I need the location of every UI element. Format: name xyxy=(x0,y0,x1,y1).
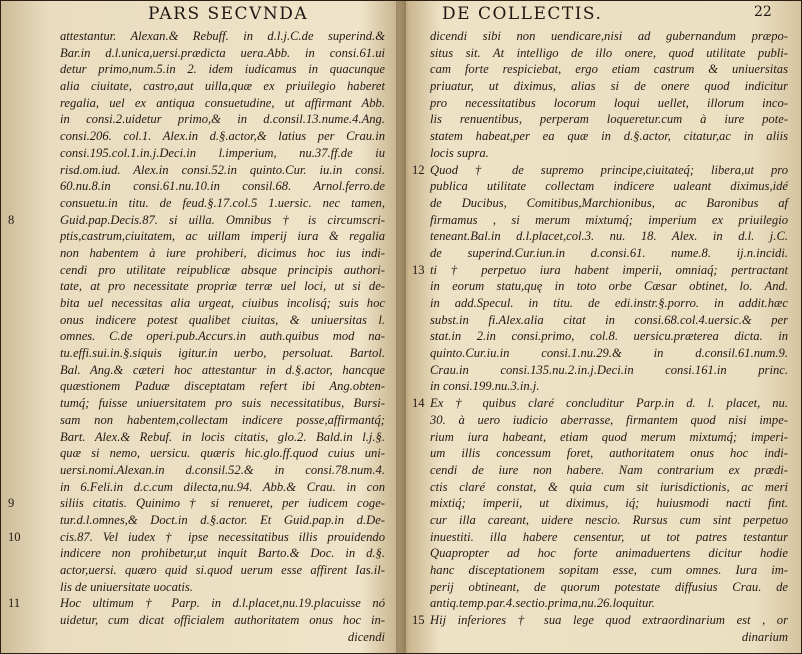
line-text: statem habeat,per ea quæ in d.§.actor, citatur,ac in aliis xyxy=(430,129,788,144)
line-text: in eorum statu,quę in toto orbe Cæsar obtinet, lo. And. xyxy=(430,279,788,294)
line-text: bita uel necessitas alia urgeat, ciuibus incolisq́; suis hoc xyxy=(60,296,385,310)
line-text: quæ si nemo, uersicu. quæris hic.glo.ff.quod cuius uni- xyxy=(60,446,385,461)
text-line xyxy=(8,262,388,279)
line-text: ti † perpetuo iura habent imperii, omniaq́; pertractant xyxy=(430,262,788,277)
text-line xyxy=(8,562,388,579)
line-text: quinto.Cur.iu.in consi.1.nu.29.& in d.consil.61.num.9. xyxy=(430,346,788,361)
line-text: tur.d.l.omnes,& Doct.in d.§.actor. Et Guid.pap.in d.De- xyxy=(60,512,385,527)
line-text: consi.195.col.1.in.j.Deci.in l.imperium, nu.37.ff.de iu xyxy=(60,145,385,160)
line-text: priuatur, ut diximus, alias si de onere quod indicitur xyxy=(430,79,788,94)
line-text: sam non habentem,collectam indicere posse,affirmantq́; xyxy=(60,412,385,427)
line-text: attestantur. Alexan.& Rebuff. in d.l.j.C.de superind.& xyxy=(60,29,385,43)
marginal-number: 9 xyxy=(8,496,15,511)
text-line xyxy=(8,629,388,646)
text-line xyxy=(8,328,388,345)
line-text: ctis claré constat, & quia cum sit iurisdictionis, ac meri xyxy=(430,479,788,494)
text-line xyxy=(412,479,792,496)
line-text: locis supra. xyxy=(430,145,489,160)
line-text: lis renuentibus, perperam loqueretur.cum à iure pote- xyxy=(430,112,788,127)
text-line xyxy=(8,312,388,329)
text-line xyxy=(8,595,388,612)
text-line xyxy=(8,245,388,262)
line-text: cur illa careant, uidere nescio. Rursus cum sint perpetuo xyxy=(430,512,788,527)
text-line xyxy=(8,612,388,629)
line-text: in add.Specul. in titu. de edi.instr.§.porro. in addit.hæc xyxy=(430,296,788,310)
text-line xyxy=(8,462,388,479)
text-line xyxy=(8,378,388,395)
text-line xyxy=(8,362,388,379)
marginal-number: 8 xyxy=(8,212,15,227)
text-line xyxy=(8,228,388,245)
page-number: 22 xyxy=(754,4,772,20)
text-line xyxy=(8,28,388,45)
line-text: in consi.2.uidetur primo,& in d.consil.13.nume.4.Ang. xyxy=(60,112,385,127)
text-line xyxy=(412,579,792,596)
line-text: indicere non prohibetur,ut inquit Barto.& Doc. in d.§. xyxy=(60,546,385,561)
marginal-number: 13 xyxy=(412,262,425,277)
line-text: regalia, uel ex antiqua consuetudine, ut affirmant Abb. xyxy=(60,95,385,110)
text-line xyxy=(8,95,388,112)
text-line xyxy=(8,429,388,446)
line-text: Bal. Ang.& cæteri hoc attestantur in d.§.actor, hancque xyxy=(60,362,385,377)
line-text: tate, at pro necessitate propriæ terræ uel loci, ut si de- xyxy=(60,279,385,294)
text-line xyxy=(412,312,792,329)
line-text: lis de uniuersitate uocatis. xyxy=(60,579,193,594)
line-text: cam forte respiciebat, ergo etiam castrum & uniuersitas xyxy=(430,62,788,77)
marginal-number: 15 xyxy=(412,613,425,628)
text-line xyxy=(412,412,792,429)
text-line xyxy=(412,378,792,395)
line-text: quæstionem Paduæ disceptatam refert ibi Ang.obten- xyxy=(60,379,385,394)
text-line xyxy=(412,429,792,446)
text-line xyxy=(412,562,792,579)
text-line xyxy=(412,512,792,529)
line-text: risd.om.iud. Alex.in consi.52.in quinto.Cur. iu.in consi. xyxy=(60,162,385,177)
line-text: 30. à uero iudicio aberrasse, firmantem quod nisi impe- xyxy=(430,412,788,427)
left-text-block xyxy=(8,28,388,645)
text-line xyxy=(412,262,792,279)
text-line xyxy=(8,579,388,596)
text-line xyxy=(412,162,792,179)
line-text: dicendi xyxy=(347,629,385,644)
text-line xyxy=(412,195,792,212)
line-text: hanc disceptationem sopitam esse, cum omnes. Iura im- xyxy=(430,563,788,577)
line-text: alia ciuitate, castro,aut uilla,quæ ex priuilegio haberet xyxy=(60,79,385,94)
line-text: firmamus , si merum mixtumq́; imperium ex priuilegio xyxy=(430,212,788,227)
line-text: uersi.nomi.Alexan.in d.consil.52.& in consi.78.num.4. xyxy=(60,462,385,477)
line-text: tumq́; fuisse uniuersitatem pro suis necessitatibus, Bursi- xyxy=(60,396,385,411)
text-line xyxy=(412,362,792,379)
line-text: 60.nu.8.in consi.61.nu.10.in consil.68. Arnol.ferro.de xyxy=(60,179,385,194)
line-text: cis.87. Vel iudex † ipse necessitatibus illis prouidendo xyxy=(60,529,385,544)
text-line xyxy=(412,145,792,162)
line-text: cendi de iure non habere. Nam contrarium ex prædi- xyxy=(430,462,788,477)
line-text: non habentem à iure prohiberi, dicimus hoc ius indi- xyxy=(60,245,385,260)
marginal-number: 14 xyxy=(412,396,425,411)
line-text: Ex † quibus claré concluditur Parp.in d. l. placet, nu. xyxy=(430,396,788,411)
line-text: Quapropter ad hoc forte animaduertens dicitur hodie xyxy=(430,546,788,561)
line-text: stat.in 2.in consi.primo, col.8. uersicu.præterea dicta. in xyxy=(430,329,788,344)
text-line xyxy=(8,128,388,145)
text-line xyxy=(8,195,388,212)
text-line xyxy=(412,128,792,145)
line-text: uidetur, cum dicat officialem authoritatem onus hoc in- xyxy=(60,613,385,628)
left-page xyxy=(0,0,398,654)
text-line xyxy=(412,495,792,512)
line-text: mixtiq́; imperii, ut diximus, iq́; huiusmodi nacti fint. xyxy=(430,496,788,511)
text-line xyxy=(412,61,792,78)
line-text: de Ducibus, Comitibus,Marchionibus, ac Baronibus af xyxy=(430,195,788,210)
line-text: consi.206. col.1. Alex.in d.§.actor,& latius per Crau.in xyxy=(60,129,385,144)
line-text: dicendi sibi non uendicare,nisi ad gubernandum præpo- xyxy=(430,29,788,43)
right-text-block xyxy=(412,28,792,645)
line-text: inuestiti. illa habere censentur, ut tot patres testantur xyxy=(430,529,788,544)
line-text: situs sit. At intelligo de illo onere, quod utilitate publi- xyxy=(430,45,788,60)
line-text: in consi.199.nu.3.in.j. xyxy=(430,379,540,394)
text-line xyxy=(412,28,792,45)
line-text: pro necessitatibus locorum loqui uellet, illorum inco- xyxy=(430,95,788,110)
marginal-number: 11 xyxy=(8,596,21,611)
text-line xyxy=(8,111,388,128)
text-line xyxy=(412,462,792,479)
line-text: teneant.Bal.in d.l.placet,col.3. nu. 18. Alex. in d.l. j.C. xyxy=(430,229,788,244)
text-line xyxy=(412,295,792,312)
text-line xyxy=(412,445,792,462)
line-text: detur primo,num.5.in 2. idem iudicamus in quacunque xyxy=(60,62,385,77)
text-line xyxy=(8,345,388,362)
line-text: Bar.in d.l.unica,uersi.prædicta uera.Abb. in consi.61.ui xyxy=(60,45,385,60)
line-text: Crau.in consi.135.nu.2.in.j.Deci.in consi.161.in princ. xyxy=(430,362,788,377)
line-text: Quod † de supremo principe,ciuitateq́; libera,ut pro xyxy=(430,162,788,177)
line-text: rium iura habeant, etiam quod merum mixtumq́; imperi- xyxy=(430,429,788,444)
text-line xyxy=(8,162,388,179)
text-line xyxy=(8,145,388,162)
text-line xyxy=(8,178,388,195)
text-line xyxy=(412,328,792,345)
text-line xyxy=(8,479,388,496)
line-text: um illis concessum foret, authoritatem onus hoc indi- xyxy=(430,446,788,461)
marginal-number: 10 xyxy=(8,529,21,544)
text-line xyxy=(412,78,792,95)
line-text: Hoc ultimum † Parp. in d.l.placet,nu.19.placuisse nó xyxy=(60,596,385,611)
text-line xyxy=(8,45,388,62)
text-line xyxy=(8,445,388,462)
line-text: antiq.temp.par.4.sectio.prima,nu.26.loquitur. xyxy=(430,596,655,611)
line-text: tu.effi.sui.in.§.siquis igitur.in uerbo, persoluat. Bartol. xyxy=(60,346,385,361)
line-text: dinarium xyxy=(741,629,788,644)
line-text: omnes. C.de operi.pub.Accurs.in auth.quibus mod na- xyxy=(60,329,385,344)
text-line xyxy=(412,545,792,562)
line-text: actor,uersi. quæro quid si.quod uerum esse affirent Ias.il- xyxy=(60,563,385,577)
text-line xyxy=(8,495,388,512)
text-line xyxy=(412,395,792,412)
text-line xyxy=(8,395,388,412)
text-line xyxy=(8,529,388,546)
text-line xyxy=(8,412,388,429)
text-line xyxy=(412,111,792,128)
text-line xyxy=(412,45,792,62)
line-text: Hij inferiores † sua lege quod extraordinarium est , or xyxy=(430,613,788,628)
line-text: publica utilitate collectam indicere ualeant diximus,idé xyxy=(430,179,788,194)
line-text: consuetu.in titu. de feud.§.17.col.5 1.uersic. nec tamen, xyxy=(60,195,385,210)
line-text: ptis,castrum,ciuitatem, ac uillam imperij iura & regalia xyxy=(60,229,385,244)
text-line xyxy=(412,595,792,612)
text-line xyxy=(8,61,388,78)
marginal-number: 12 xyxy=(412,162,425,177)
line-text: onus indicere potest qualibet ciuitas, & uniuersitas l. xyxy=(60,312,385,327)
line-text: perij obtineant, de quorum potestate diffusius Crau. de xyxy=(430,579,788,594)
line-text: Bart. Alex.& Rebuf. in locis citatis, glo.2. Bald.in l.j.§. xyxy=(60,429,385,444)
text-line xyxy=(412,228,792,245)
text-line xyxy=(8,512,388,529)
text-line xyxy=(412,278,792,295)
text-line xyxy=(8,545,388,562)
text-line xyxy=(412,178,792,195)
line-text: siliis citatis. Quinimo † si renueret, per iudicem coge- xyxy=(60,496,385,511)
text-line xyxy=(412,529,792,546)
line-text: Guid.pap.Decis.87. si uilla. Omnibus † is circumscri- xyxy=(60,212,385,227)
line-text: cendi pro utilitate reipublicæ absque principis authori- xyxy=(60,262,385,277)
text-line xyxy=(8,212,388,229)
line-text: de superind.Cur.iun.in d.consi.61. nume.8. ij.n.incidi. xyxy=(430,245,788,260)
text-line xyxy=(412,612,792,629)
text-line xyxy=(8,295,388,312)
running-head-right: DE COLLECTIS. xyxy=(442,4,603,24)
line-text: in 6.Feli.in d.c.cum dilecta,nu.94. Abb.& Crau. in con xyxy=(60,479,385,494)
text-line xyxy=(412,245,792,262)
line-text: subst.in fi.Alex.alia citat in consi.68.col.4.uersic.& per xyxy=(430,312,788,327)
text-line xyxy=(412,629,792,646)
right-page xyxy=(402,0,802,654)
running-head-left: PARS SECVNDA xyxy=(148,4,309,24)
text-line xyxy=(412,212,792,229)
text-line xyxy=(8,278,388,295)
text-line xyxy=(412,95,792,112)
text-line xyxy=(412,345,792,362)
text-line xyxy=(8,78,388,95)
